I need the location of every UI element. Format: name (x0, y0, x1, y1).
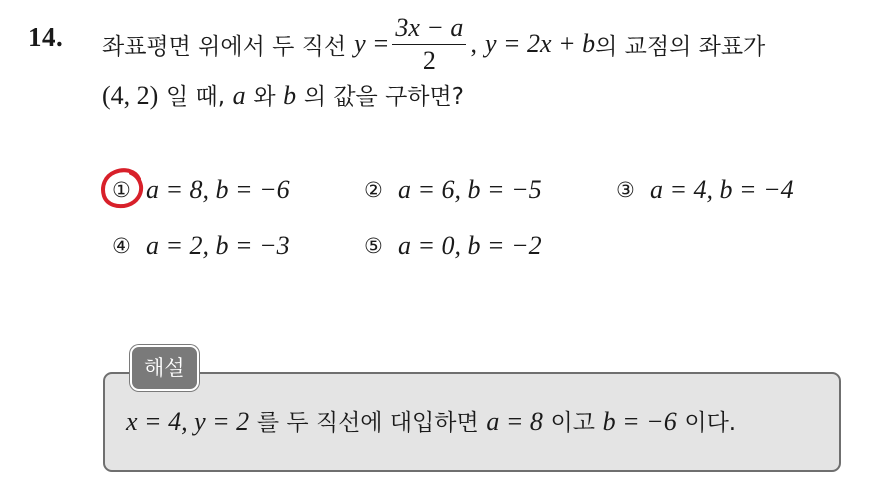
intersection-point: (4, 2) (102, 81, 159, 110)
choice-5-expression: a = 0, b = −2 (398, 231, 542, 260)
line2-equation: y = 2x + b (484, 29, 596, 58)
choice-1-expression: a = 8, b = −6 (146, 175, 290, 204)
solution-text-3: 이다. (684, 410, 737, 436)
line1-comma: , (470, 29, 477, 58)
solution-text-2: 이고 (550, 410, 595, 436)
question-text-3: 의 값을 구하면? (303, 84, 464, 110)
solution-label: 해설 (130, 345, 199, 391)
variable-b: b (283, 81, 297, 110)
choice-4[interactable] (112, 231, 290, 261)
choice-5[interactable] (364, 231, 542, 261)
solution-math-3: b = −6 (602, 407, 677, 436)
solution-math-2: a = 8 (486, 407, 543, 436)
solution-text (126, 404, 736, 437)
choice-1[interactable] (112, 175, 290, 205)
choice-3-marker: ③ (616, 178, 635, 202)
choice-5-marker: ⑤ (364, 234, 383, 258)
question-number: 14. (28, 22, 64, 52)
line1-equals: = (373, 29, 389, 58)
question-suffix: 의 교점의 좌표가 (595, 33, 766, 60)
solution-math-1: x = 4, y = 2 (126, 407, 250, 436)
solution-text-1: 를 두 직선에 대입하면 (256, 410, 479, 436)
question-text-1: 일 때, (165, 84, 226, 110)
fraction (392, 14, 466, 75)
question-text-2: 와 (253, 84, 276, 110)
question-line-1 (102, 14, 765, 74)
choice-4-expression: a = 2, b = −3 (146, 231, 290, 260)
choice-3[interactable] (616, 175, 794, 205)
choice-4-marker: ④ (112, 234, 131, 258)
choice-2-marker: ② (364, 178, 383, 202)
choice-2-expression: a = 6, b = −5 (398, 175, 542, 204)
choice-2[interactable] (364, 175, 542, 205)
question-prefix: 좌표평면 위에서 두 직선 (102, 33, 347, 60)
fraction-numerator: 3x − a (392, 14, 466, 45)
fraction-denominator: 2 (422, 46, 436, 75)
choice-3-expression: a = 4, b = −4 (650, 175, 794, 204)
line1-y-variable: y (354, 29, 366, 58)
choice-1-marker: ① (112, 178, 131, 202)
variable-a: a (232, 81, 246, 110)
question-line-2 (102, 78, 464, 111)
